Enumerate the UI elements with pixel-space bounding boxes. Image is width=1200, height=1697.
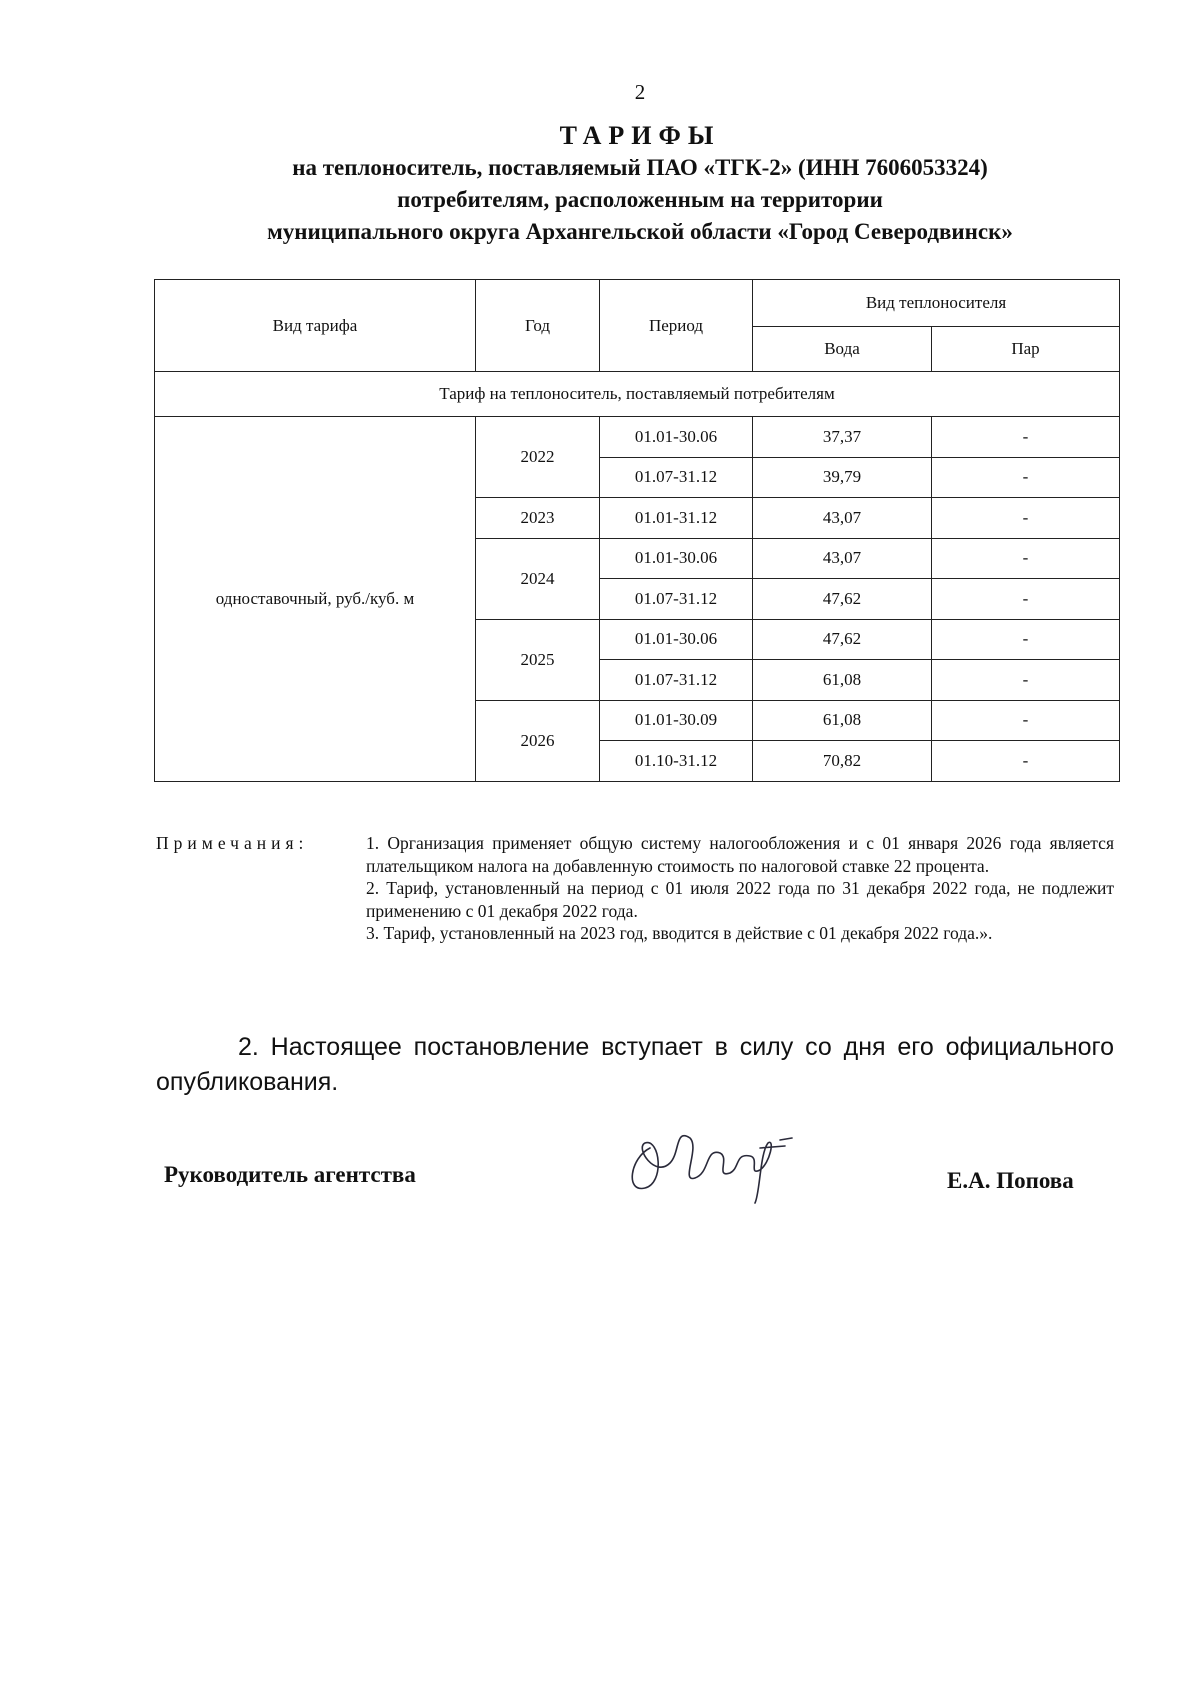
note-item-3: 3. Тариф, установленный на 2023 год, вводится в действие с 01 декабря 2022 года.». xyxy=(366,923,993,943)
handwritten-signature xyxy=(610,1108,810,1208)
period-cell: 01.01-30.06 xyxy=(600,417,753,458)
section-title: Тариф на теплоноситель, поставляемый потребителям xyxy=(155,372,1120,417)
period-cell: 01.01-30.06 xyxy=(600,538,753,579)
water-cell: 61,08 xyxy=(753,660,932,701)
header-water: Вода xyxy=(753,327,932,372)
steam-cell: - xyxy=(932,660,1120,701)
notes-body xyxy=(366,832,1114,945)
period-cell: 01.01-31.12 xyxy=(600,498,753,539)
steam-cell: - xyxy=(932,417,1120,458)
steam-cell: - xyxy=(932,579,1120,620)
water-cell: 39,79 xyxy=(753,457,932,498)
steam-cell: - xyxy=(932,457,1120,498)
notes-label: Примечания: xyxy=(156,833,309,853)
period-cell: 01.01-30.06 xyxy=(600,619,753,660)
note-item-2: 2. Тариф, установленный на период с 01 июля 2022 года по 31 декабря 2022 года, не подлежит применению с 01 декабря 2022 года. xyxy=(366,878,1114,921)
title-line-1: на теплоноситель, поставляемый ПАО «ТГК-2» (ИНН 7606053324) xyxy=(292,155,988,180)
note-item-1: 1. Организация применяет общую систему налогообложения и с 01 января 2026 года является плательщиком налога на добавленную стоимость по налоговой ставке 22 процента. xyxy=(366,833,1114,876)
period-cell: 01.07-31.12 xyxy=(600,579,753,620)
steam-cell: - xyxy=(932,538,1120,579)
title-line-2: потребителям, расположенным на территории xyxy=(397,187,883,212)
water-cell: 70,82 xyxy=(753,741,932,782)
steam-cell: - xyxy=(932,619,1120,660)
period-cell: 01.07-31.12 xyxy=(600,457,753,498)
notes xyxy=(156,832,1114,945)
header-period: Период xyxy=(600,280,753,372)
water-cell: 43,07 xyxy=(753,538,932,579)
document-title xyxy=(150,120,1130,248)
year-cell: 2026 xyxy=(476,700,600,781)
water-cell: 47,62 xyxy=(753,579,932,620)
tariff-name-cell: одноставочный, руб./куб. м xyxy=(155,417,476,782)
tariff-table xyxy=(154,279,1120,782)
period-cell: 01.01-30.09 xyxy=(600,700,753,741)
year-cell: 2024 xyxy=(476,538,600,619)
year-cell: 2023 xyxy=(476,498,600,539)
signatory-position: Руководитель агентства xyxy=(164,1162,416,1187)
water-cell: 47,62 xyxy=(753,619,932,660)
water-cell: 61,08 xyxy=(753,700,932,741)
header-year: Год xyxy=(476,280,600,372)
page-number: 2 xyxy=(634,80,646,104)
period-cell: 01.07-31.12 xyxy=(600,660,753,701)
period-cell: 01.10-31.12 xyxy=(600,741,753,782)
header-steam: Пар xyxy=(932,327,1120,372)
year-cell: 2025 xyxy=(476,619,600,700)
water-cell: 43,07 xyxy=(753,498,932,539)
steam-cell: - xyxy=(932,741,1120,782)
steam-cell: - xyxy=(932,700,1120,741)
year-cell: 2022 xyxy=(476,417,600,498)
table-row xyxy=(155,417,1120,458)
header-tariff-type: Вид тарифа xyxy=(155,280,476,372)
title-main: ТАРИФЫ xyxy=(559,121,721,150)
water-cell: 37,37 xyxy=(753,417,932,458)
header-carrier-type: Вид теплоносителя xyxy=(753,280,1120,327)
title-line-3: муниципального округа Архангельской области «Город Северодвинск» xyxy=(267,219,1013,244)
signatory-name: Е.А. Попова xyxy=(947,1168,1074,1193)
steam-cell: - xyxy=(932,498,1120,539)
resolution-paragraph: 2. Настоящее постановление вступает в силу со дня его официального опубликования. xyxy=(156,1033,1114,1096)
